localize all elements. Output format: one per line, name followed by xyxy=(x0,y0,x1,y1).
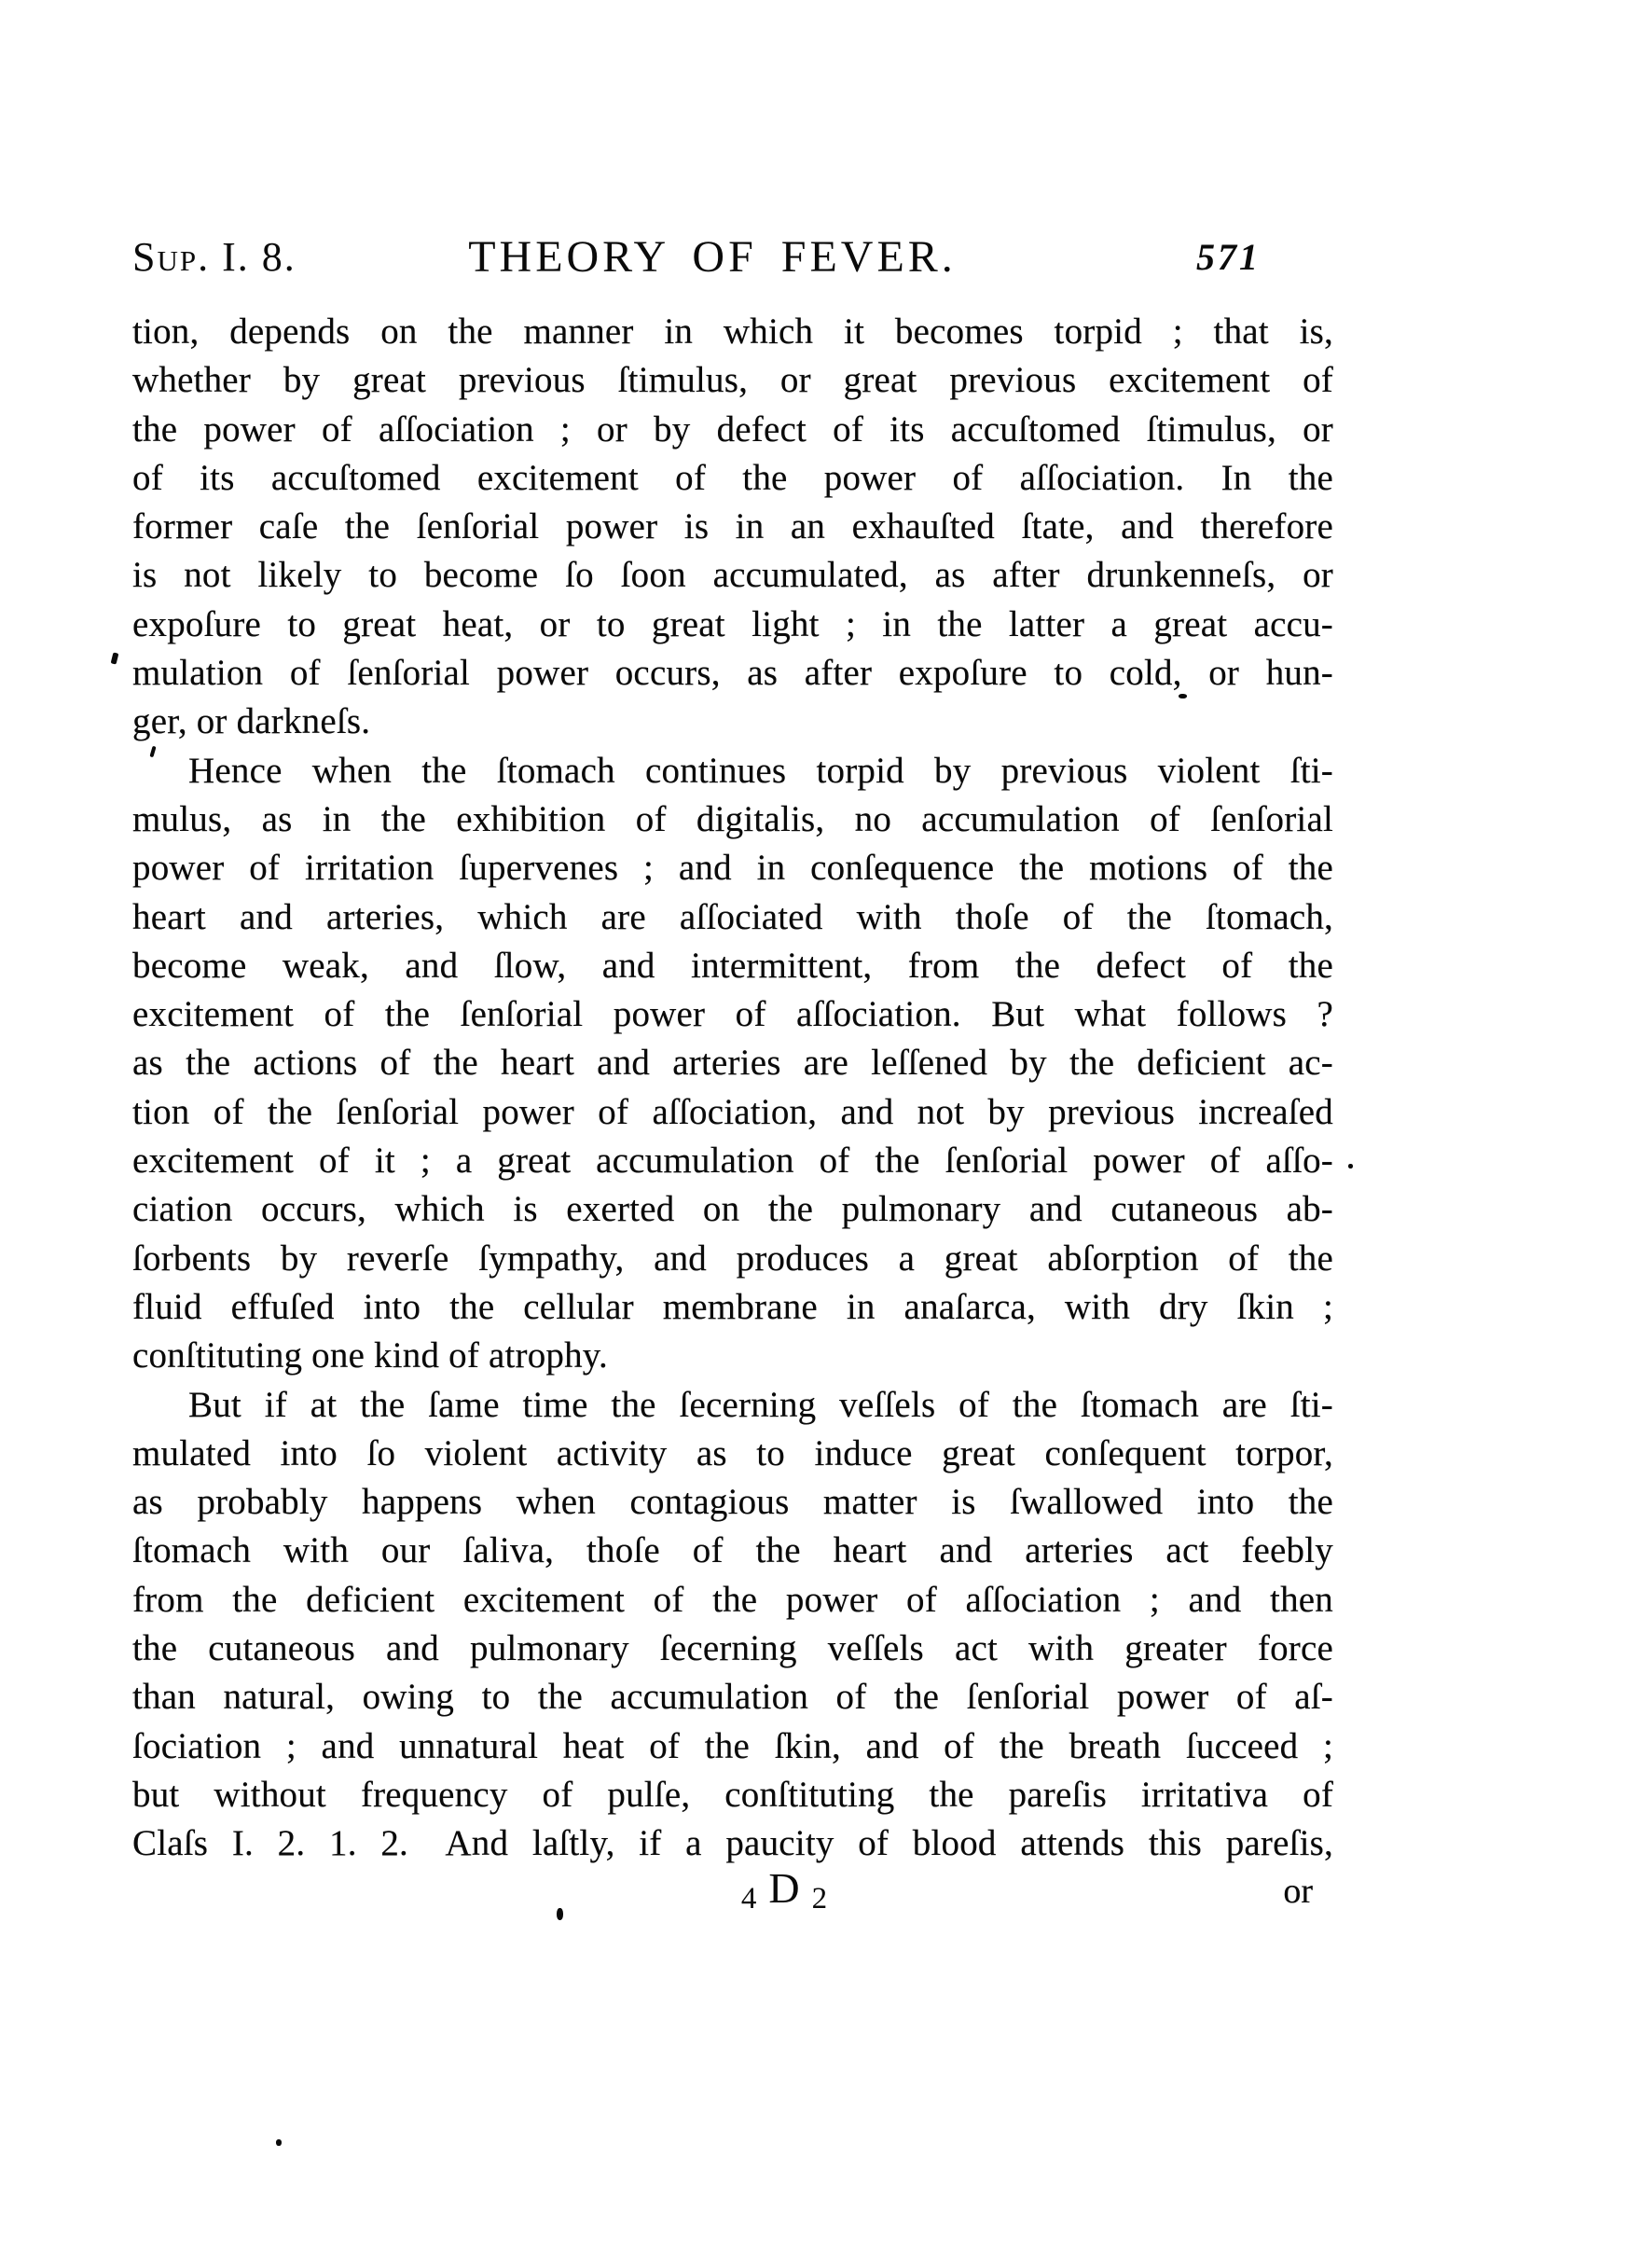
text-line: conſtituting one kind of atrophy. xyxy=(132,1335,608,1376)
text-line: the cutaneous and pulmonary ſecerning veſſels act with greater force xyxy=(132,1628,1333,1669)
signature-number-right: 2 xyxy=(811,1882,828,1915)
text-line: whether by great previous ſtimulus, or great previous excitement of xyxy=(132,360,1333,401)
text-line: as the actions of the heart and arteries are leſſened by the deficient ac- xyxy=(132,1043,1333,1084)
text-line: than natural, owing to the accumulation of the ſenſorial power of aſ- xyxy=(132,1677,1333,1718)
text-line: Claſs I. 2. 1. 2. And laſtly, if a paucity of blood attends this pareſis, xyxy=(132,1823,1333,1864)
text-line: ſtomach with our ſaliva, thoſe of the heart and arteries act feebly xyxy=(132,1530,1333,1571)
ink-speck xyxy=(1348,1164,1353,1169)
text-line: fluid effuſed into the cellular membrane in anaſarca, with dry ſkin ; xyxy=(132,1286,1333,1327)
section-label: Sup. I. 8. xyxy=(132,234,296,280)
ink-tick-mark xyxy=(111,652,119,664)
text-line: ſociation ; and unnatural heat of the ſkin, and of the breath ſucceed ; xyxy=(132,1725,1333,1766)
text-line: from the deficient excitement of the power of aſſociation ; and then xyxy=(132,1579,1333,1620)
text-line: Hence when the ſtomach continues torpid by previous violent ſti- xyxy=(188,750,1333,791)
page-footer xyxy=(132,1863,1333,1919)
text-line: excitement of it ; a great accumulation of the ſenſorial power of aſſo- xyxy=(132,1141,1333,1182)
text-line: excitement of the ſenſorial power of aſſociation. But what follows ? xyxy=(132,994,1333,1035)
text-line: ſorbents by reverſe ſympathy, and produces a great abſorption of the xyxy=(132,1238,1333,1279)
text-line: ciation occurs, which is exerted on the pulmonary and cutaneous ab- xyxy=(132,1189,1333,1230)
text-line: But if at the ſame time the ſecerning veſſels of the ſtomach are ſti- xyxy=(188,1384,1333,1425)
signature-number-left: 4 xyxy=(740,1882,757,1915)
text-line: as probably happens when contagious matter is ſwallowed into the xyxy=(132,1482,1333,1523)
text-line: of its accuſtomed excitement of the power of aſſociation. In the xyxy=(132,457,1333,498)
page-header xyxy=(132,231,1333,287)
catchword: or xyxy=(1283,1872,1313,1911)
body-text xyxy=(132,308,1333,1869)
text-line: is not likely to become ſo ſoon accumulated, as after drunkenneſs, or xyxy=(132,555,1333,596)
ink-speck xyxy=(1179,694,1187,698)
text-line: mulation of ſenſorial power occurs, as after expoſure to cold, or hun- xyxy=(132,653,1333,694)
text-line: the power of aſſociation ; or by defect of its accuſtomed ſtimulus, or xyxy=(132,408,1333,449)
text-line: become weak, and ſlow, and intermittent, from the defect of the xyxy=(132,945,1333,986)
text-line: mulated into ſo violent activity as to induce great conſequent torpor, xyxy=(132,1432,1333,1473)
ink-speck xyxy=(276,2139,282,2146)
signature-letter: D xyxy=(768,1864,800,1912)
page-title: THEORY OF FEVER. xyxy=(468,232,957,282)
ink-speck xyxy=(557,1908,563,1920)
text-line: ger, or darkneſs. xyxy=(132,701,371,742)
signature-mark xyxy=(733,1863,835,1916)
text-line: power of irritation ſupervenes ; and in conſequence the motions of the xyxy=(132,848,1333,889)
text-line: mulus, as in the exhibition of digitalis, no accumulation of ſenſorial xyxy=(132,798,1333,839)
text-line: expoſure to great heat, or to great light ; in the latter a great accu- xyxy=(132,603,1333,644)
text-line: tion of the ſenſorial power of aſſociation, and not by previous increaſed xyxy=(132,1091,1333,1132)
text-line: heart and arteries, which are aſſociated with thoſe of the ſtomach, xyxy=(132,896,1333,937)
text-line: former caſe the ſenſorial power is in an exhauſted ſtate, and therefore xyxy=(132,506,1333,547)
text-line: but without frequency of pulſe, conſtituting the pareſis irritativa of xyxy=(132,1774,1333,1815)
page-number: 571 xyxy=(1196,236,1261,278)
text-line: tion, depends on the manner in which it becomes torpid ; that is, xyxy=(132,311,1333,352)
